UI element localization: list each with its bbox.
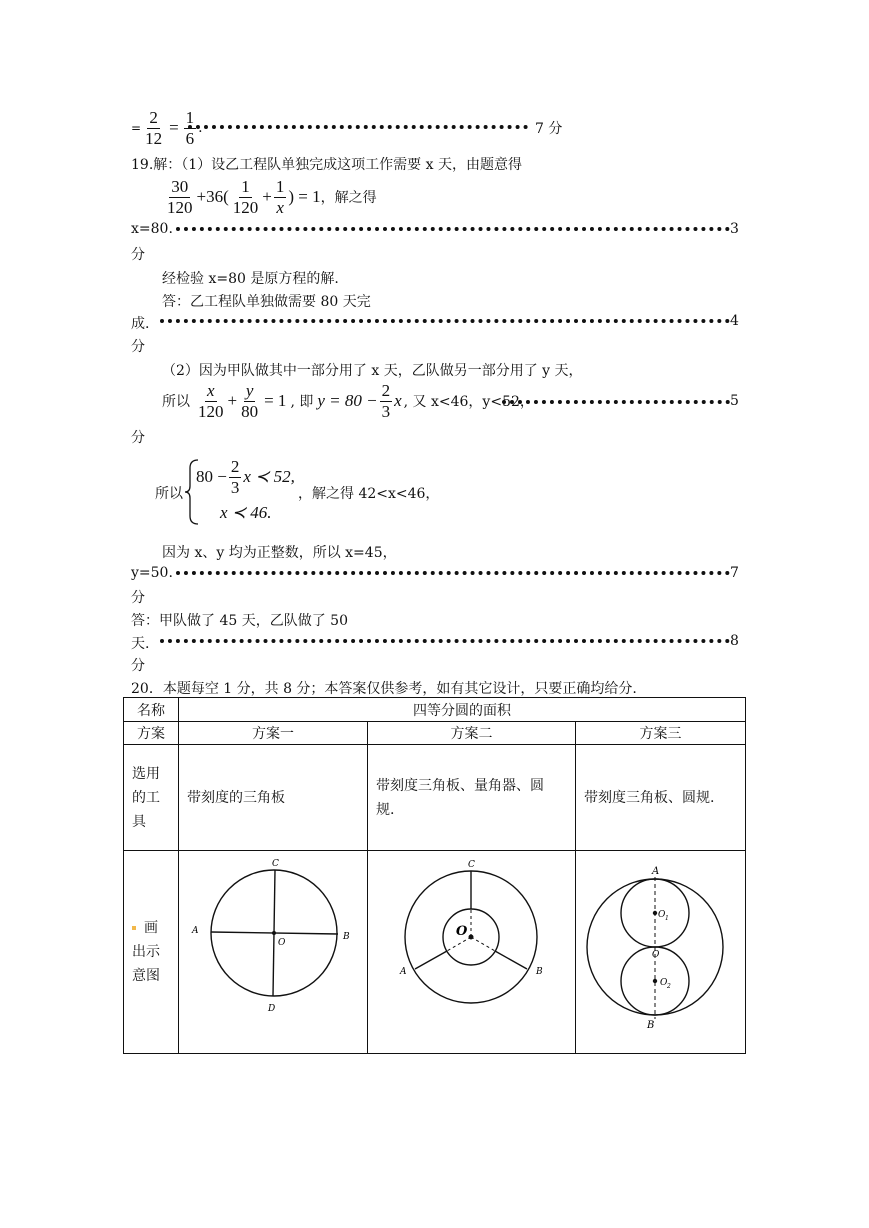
score-7: 7 分 <box>535 121 563 137</box>
q19-equation-1: $\frac{30}{120}$ +36( $\frac{1}{120}$ + $\frac{1}{x}$ ) = 1 ，解之得 <box>167 176 377 217</box>
plan-label: 方案 <box>124 722 179 745</box>
answer-table <box>123 697 746 1054</box>
label-O: O <box>278 938 286 948</box>
integers-line: 因为 x、y 均为正整数，所以 x=45， <box>162 545 397 561</box>
label-D: D <box>268 1004 276 1014</box>
label-B: B <box>343 932 350 942</box>
label-A: A <box>400 967 407 977</box>
label-O2-sub: 2 <box>667 983 671 990</box>
fraction-1-6: $\frac{1}{6}$ <box>185 107 195 148</box>
system-line-1: 80 − $\frac{2}{3}$ x ≺ 52, <box>196 456 295 497</box>
label-C: C <box>468 860 475 870</box>
tools-plan-2: 带刻度三角板、量角器、圆规. <box>368 745 576 851</box>
label-O: O <box>652 950 660 960</box>
score-7b: 7 <box>730 565 739 581</box>
final-answer-end: 天. <box>131 636 150 652</box>
check-line: 经检验 x=80 是原方程的解. <box>162 271 339 287</box>
label-B: B <box>647 1020 655 1031</box>
label-A: A <box>192 926 199 936</box>
dot-leader <box>160 639 730 643</box>
fen-label: 分 <box>131 430 145 446</box>
part-2-intro: （2）因为甲队做其中一部分用了 x 天，乙队做另一部分用了 y 天， <box>162 363 583 379</box>
system-line-2: x ≺ 46. <box>220 503 272 522</box>
dot-leader <box>160 319 730 323</box>
header-name: 名称 <box>124 698 179 722</box>
tools-plan-3: 带刻度三角板、圆规. <box>576 745 746 851</box>
fen-label: 分 <box>131 658 145 674</box>
table-row <box>124 722 746 745</box>
answer-1-line: 答：乙工程队单独做需要 80 天完 <box>162 294 371 310</box>
fraction-2-12: $\frac{2}{12}$ <box>145 107 163 148</box>
table-row <box>124 851 746 1054</box>
score-4: 4 <box>730 313 739 329</box>
answer-1-end: 成. <box>131 316 150 332</box>
draw-label: 画 出示 意图 <box>124 851 179 1054</box>
dot-leader <box>176 227 730 231</box>
figure-plan-1 <box>179 851 368 1054</box>
fen-label: 分 <box>131 590 145 606</box>
equation-line-top: = $\frac{2}{12}$ = $\frac{1}{6}$ . <box>131 107 203 148</box>
tools-plan-1: 带刻度的三角板 <box>179 745 368 851</box>
q19-equation-2: 所以 $\frac{x}{120}$ + $\frac{y}{80}$ = 1 , 即 y = 80 − $\frac{2}{3}$ x , 又 x<46，y<52， <box>162 380 534 421</box>
score-3: 3 <box>730 221 739 237</box>
circle-quartered-diagram <box>179 851 367 1049</box>
system-prefix: 所以 <box>155 486 183 502</box>
circle-three-sector-diagram <box>368 851 575 1049</box>
table-row <box>124 745 746 851</box>
q20-intro: 20．本题每空 1 分，共 8 分；本答案仅供参考，如有其它设计，只要正确均给分. <box>131 681 637 697</box>
label-C: C <box>272 859 279 869</box>
figure-plan-3 <box>576 851 746 1054</box>
label-A: A <box>652 866 660 877</box>
q19-intro: 19.解：（1）设乙工程队单独完成这项工作需要 x 天，由题意得 <box>131 157 522 173</box>
final-answer: 答：甲队做了 45 天，乙队做了 50 <box>131 613 348 629</box>
y-equals-50: y=50. <box>131 565 173 581</box>
label-O1: O <box>658 910 666 920</box>
table-row <box>124 698 746 722</box>
header-title: 四等分圆的面积 <box>179 698 746 722</box>
figure-plan-2 <box>368 851 576 1054</box>
plan-1: 方案一 <box>179 722 368 745</box>
circle-two-inner-circles-diagram <box>576 851 745 1049</box>
score-8: 8 <box>730 633 739 649</box>
score-5: 5 <box>730 393 739 409</box>
dot-leader <box>188 125 528 129</box>
system-result: ，解之得 42<x<46， <box>298 486 440 502</box>
label-O: O <box>456 924 468 939</box>
plan-2: 方案二 <box>368 722 576 745</box>
label-B: B <box>536 967 543 977</box>
label-O2: O <box>660 978 668 988</box>
dot-leader <box>176 571 730 575</box>
fen-label: 分 <box>131 339 145 355</box>
tools-label: 选用 的工 具 <box>124 745 179 851</box>
fen-label: 分 <box>131 247 145 263</box>
bullet-icon <box>132 926 136 930</box>
dot-leader <box>502 400 730 404</box>
plan-3: 方案三 <box>576 722 746 745</box>
x-equals-80: x=80. <box>131 221 173 237</box>
label-O1-sub: 1 <box>665 915 669 922</box>
eq-prefix: = <box>131 121 142 135</box>
